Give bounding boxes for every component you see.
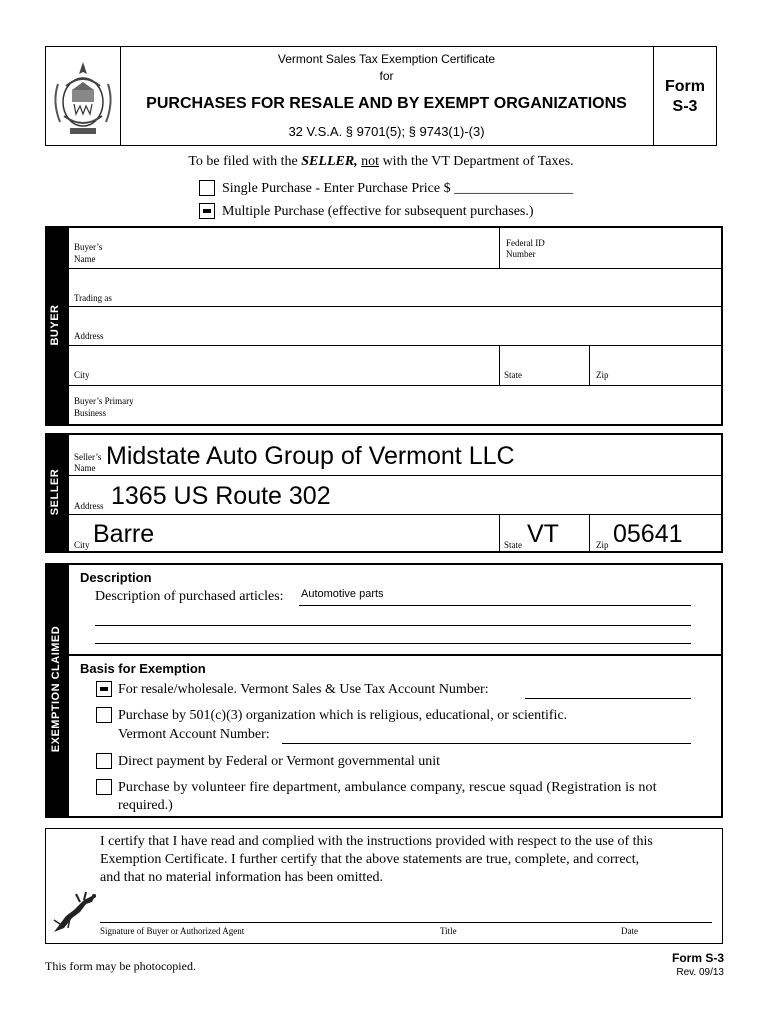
- buyer-zip-label: Zip: [596, 370, 609, 380]
- seller-zip-label: Zip: [596, 540, 609, 550]
- footer-form-id: Form S-3: [671, 951, 724, 965]
- volunteer-organization-label-2: required.): [118, 798, 173, 813]
- buyer-name-field[interactable]: [110, 236, 495, 266]
- buyer-city-field[interactable]: [100, 350, 495, 382]
- main-title: PURCHASES FOR RESALE AND BY EXEMPT ORGANIZATIONS: [146, 95, 627, 112]
- buyer-business-field[interactable]: [150, 390, 720, 422]
- buyer-business-label-1: Buyer’s Primary: [74, 396, 134, 406]
- resale-account-number-field[interactable]: [525, 684, 691, 699]
- seller-zip-value[interactable]: 05641: [613, 520, 683, 548]
- multiple-purchase-checkbox[interactable]: [199, 203, 215, 219]
- buyer-name-label-2: Name: [74, 254, 96, 264]
- form-label: Form: [665, 78, 705, 95]
- certification-text-2: Exemption Certificate. I further certify that the above statements are true, complete, and correct,: [100, 852, 640, 867]
- seller-name-label-2: Name: [74, 463, 96, 473]
- federal-id-field[interactable]: [550, 236, 720, 266]
- description-label: Description of purchased articles:: [95, 589, 284, 604]
- exempt-organization-account-field[interactable]: [282, 729, 691, 744]
- certification-text-1: I certify that I have read and complied with the instructions provided with respect to the use of this: [100, 834, 653, 849]
- trading-as-field[interactable]: [120, 276, 720, 304]
- signature-label: Signature of Buyer or Authorized Agent: [100, 926, 245, 936]
- seller-city-label: City: [74, 540, 90, 550]
- government-payment-label: Direct payment by Federal or Vermont governmental unit: [118, 754, 441, 769]
- seller-state-label: State: [504, 540, 522, 550]
- single-purchase-label: Single Purchase - Enter Purchase Price $ _________________: [222, 181, 574, 196]
- buyer-state-label: State: [504, 370, 522, 380]
- vermont-seal-icon: [50, 56, 116, 140]
- certification-text-3: and that no material information has been omitted.: [100, 870, 384, 885]
- seller-name-label-1: Seller’s: [74, 452, 102, 462]
- header-title-line1: Vermont Sales Tax Exemption Certificate: [277, 52, 496, 66]
- footer-revision: Rev. 09/13: [676, 967, 724, 978]
- statute-reference: 32 V.S.A. § 9701(5); § 9743(1)-(3): [288, 124, 485, 139]
- exempt-organization-checkbox[interactable]: [96, 707, 112, 723]
- basis-heading: Basis for Exemption: [80, 661, 206, 676]
- description-line-2[interactable]: [95, 611, 691, 626]
- seller-city-value[interactable]: Barre: [93, 520, 155, 548]
- resale-label: For resale/wholesale. Vermont Sales & Use Tax Account Number:: [118, 682, 489, 697]
- government-payment-checkbox[interactable]: [96, 753, 112, 769]
- filing-instruction: To be filed with the SELLER, not with the VT Department of Taxes.: [188, 154, 574, 169]
- volunteer-organization-checkbox[interactable]: [96, 779, 112, 795]
- single-purchase-checkbox[interactable]: [199, 180, 215, 196]
- buyer-state-field[interactable]: [530, 350, 586, 382]
- description-value[interactable]: Automotive parts: [301, 588, 384, 600]
- buyer-name-label-1: Buyer’s: [74, 242, 103, 252]
- buyer-address-label: Address: [74, 331, 104, 341]
- resale-checkbox[interactable]: [96, 681, 112, 697]
- catamount-logo-icon: [50, 888, 102, 936]
- seller-address-label: Address: [74, 501, 104, 511]
- federal-id-label-2: Number: [506, 249, 536, 259]
- exemption-section-label: EXEMPTION CLAIMED: [45, 563, 67, 818]
- form-number: S-3: [672, 98, 698, 115]
- title-label: Title: [440, 926, 457, 936]
- exempt-organization-label: Purchase by 501(c)(3) organization which is religious, educational, or scientific.: [118, 708, 568, 723]
- signature-field[interactable]: [100, 894, 712, 923]
- seller-name-value[interactable]: Midstate Auto Group of Vermont LLC: [106, 442, 515, 470]
- buyer-section-label: BUYER: [45, 226, 67, 426]
- buyer-business-label-2: Business: [74, 408, 107, 418]
- buyer-zip-field[interactable]: [615, 350, 720, 382]
- seller-section-label: SELLER: [45, 433, 67, 553]
- trading-as-label: Trading as: [74, 293, 112, 303]
- federal-id-label-1: Federal ID: [506, 238, 545, 248]
- date-label: Date: [621, 926, 638, 936]
- volunteer-organization-label: Purchase by volunteer fire department, ambulance company, rescue squad (Registration is not: [118, 780, 657, 795]
- description-line-3[interactable]: [95, 629, 691, 644]
- description-heading: Description: [80, 570, 152, 585]
- photocopy-note: This form may be photocopied.: [45, 959, 196, 973]
- header-title-line2: for: [379, 69, 394, 83]
- exempt-organization-account-label: Vermont Account Number:: [118, 727, 270, 742]
- buyer-address-field[interactable]: [120, 312, 720, 342]
- buyer-city-label: City: [74, 370, 90, 380]
- multiple-purchase-label: Multiple Purchase (effective for subsequent purchases.): [222, 204, 534, 219]
- seller-address-value[interactable]: 1365 US Route 302: [111, 482, 331, 510]
- seller-state-value[interactable]: VT: [527, 520, 559, 548]
